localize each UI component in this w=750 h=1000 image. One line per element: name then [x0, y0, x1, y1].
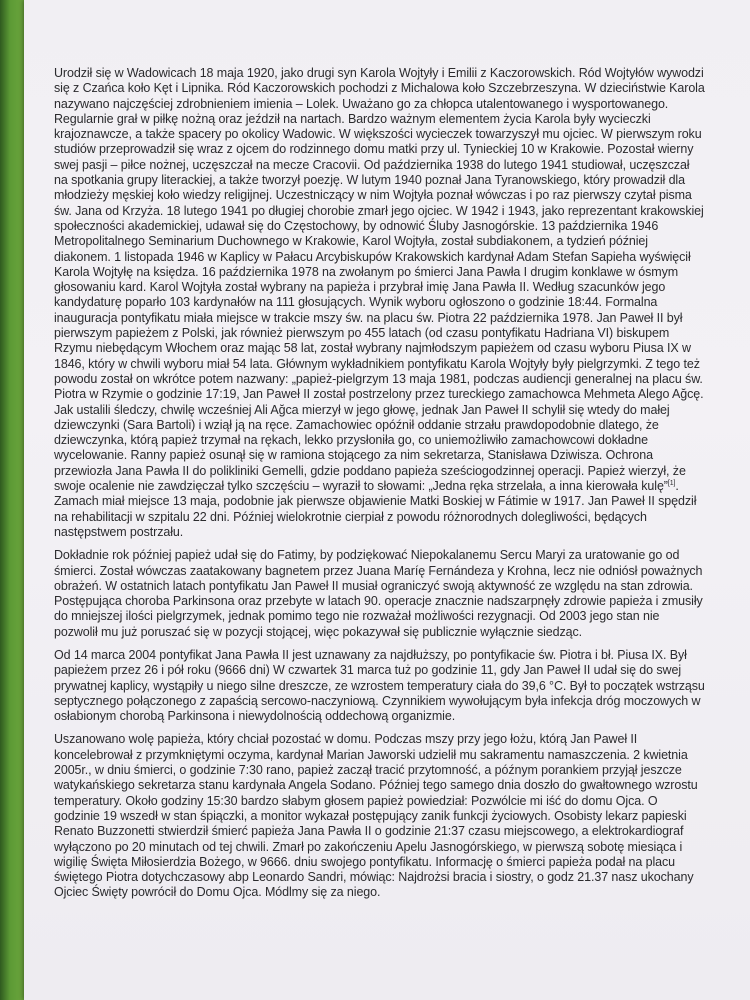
document-body: [54, 66, 706, 909]
paragraph-biography: Urodził się w Wadowicach 18 maja 1920, jako drugi syn Karola Wojtyły i Emilii z Kaczorowskich. Ród Wojtyłów wywodzi się z Czańca koło Kęt i Lipnika. Ród Kaczorowskich pochodzi z Michalowa koło Szczebrzeszyna. W dzieciństwie Karola nazywano najczęściej zdrobnieniem imienia – Lolek. Uważano go za chłopca utalentowanego i wysportowanego. Regularnie grał w piłkę nożną oraz jeździł na nartach. Bardzo ważnym elementem życia Karola były wycieczki krajoznawcze, a także spacery po okolicy Wadowic. W większości wycieczek towarzyszył mu ojciec. W pierwszym roku studiów przeprowadził się wraz z ojcem do rodzinnego domu matki przy ul. Tynieckiej 10 w Krakowie. Pozostał wierny swej pasji – piłce nożnej, uczęszczał na mecze Cracovii. Od października 1938 do lutego 1941 studiował, uczęszczał na spotkania grupy literackiej, a także tworzył poezję. W lutym 1940 poznał Jana Tyranowskiego, który prowadził dla młodzieży męskiej koło wiedzy religijnej. Uczestniczący w nim Wojtyła poznał wówczas i po raz pierwszy czytał pisma św. Jana od Krzyża. 18 lutego 1941 po długiej chorobie zmarł jego ojciec. W 1942 i 1943, jako reprezentant krakowskiej społeczności akademickiej, udawał się do Częstochowy, by odnowić Śluby Jasnogórskie. 13 października 1946 Metropolitalnego Seminarium Duchownego w Krakowie, Karol Wojtyła, został subdiakonem, a tydzień później diakonem. 1 listopada 1946 w Kaplicy w Pałacu Arcybiskupów Krakowskich kardynał Adam Stefan Sapieha wyświęcił Karola Wojtyłę na księdza. 16 października 1978 na zwołanym po śmierci Jana Pawła I drugim konklawe w ósmym głosowaniu kard. Karol Wojtyła został wybrany na papieża i przybrał imię Jana Pawła II. Według szacunków jego kandydaturę poparło 103 kardynałów na 111 głosujących. Wynik wyboru ogłoszono o godzinie 18:44. Formalna inauguracja pontyfikatu miała miejsce w trakcie mszy św. na placu św. Piotra 22 października 1978. Jan Paweł II był pierwszym papieżem z Polski, jak również pierwszym po 455 latach (od czasu pontyfikatu Hadriana VI) biskupem Rzymu niebędącym Włochem oraz mając 58 lat, został wybrany najmłodszym papieżem od czasu wyboru Piusa IX w 1846, który w chwili wyboru miał 54 lata. Głównym wykładnikiem pontyfikatu Karola Wojtyły były pielgrzymki. Z tego też powodu został on wkrótce potem nazwany: „papież-pielgrzym 13 maja 1981, podczas audiencji generalnej na placu św. Piotra w Rzymie o godzinie 17:19, Jan Paweł II został postrzelony przez tureckiego zamachowca Mehmeta Alego Ağcę. Jak ustalili śledczy, chwilę wcześniej Ali Ağca mierzył w jego głowę, jednak Jan Paweł II schylił się wtedy do małej dziewczynki (Sara Bartoli) i wziął ją na ręce. Zamachowiec opóźnił oddanie strzału prawdopodobnie dlatego, że dziewczynka, którą papież trzymał na rękach, lekko przysłoniła go, co uniemożliwiło zamachowcowi dokładne wycelowanie. Ranny papież osunął się w ramiona stojącego za nim sekretarza, Stanisława Dziwisza. Ochrona przewiozła Jana Pawła II do polikliniki Gemelli, gdzie poddano papieża sześciogodzinnej operacji. Papież wierzył, że swoje ocalenie nie zawdzięczał tylko szczęściu – wyraził to słowami: „Jedna ręka strzelała, a inna kierowała kulę”[1]. Zamach miał miejsce 13 maja, podobnie jak pierwsze objawienie Matki Boskiej w Fátimie w 1917. Jan Paweł II spędził na rehabilitacji w szpitalu 22 dni. Później wielokrotnie cierpiał z powodu różnorodnych dolegliwości, będących następstwem postrzału.: [54, 66, 705, 539]
footnote-marker: [1]: [667, 479, 676, 487]
paragraph-fatima: Dokładnie rok później papież udał się do Fatimy, by podziękować Niepokalanemu Sercu Maryi za uratowanie go od śmierci. Został wówczas zaatakowany bagnetem przez Juana Maríę Fernándeza y Krohna, lecz nie odniósł poważnych obrażeń. W ostatnich latach pontyfikatu Jan Paweł II musiał ograniczyć swoją aktywność ze względu na stan zdrowia. Postępująca choroba Parkinsona oraz przebyte w latach 90. operacje znacznie nadszarpnęły zdrowie papieża i zmusiły do mniejszej ilości pielgrzymek, jednak pomimo tego nie rozważał możliwości rezygnacji. Od 2003 jego stan nie pozwolił mu już poruszać się w pozycji stojącej, więc pokazywał się publicznie wyłącznie siedząc.: [54, 548, 703, 639]
paragraph-pontificate-length: Od 14 marca 2004 pontyfikat Jana Pawła II jest uznawany za najdłuższy, po pontyfikacie św. Piotra i bł. Piusa IX. Był papieżem przez 26 i pół roku (9666 dni) W czwartek 31 marca tuż po godzinie 11, gdy Jan Paweł II udał się do swej prywatnej kaplicy, wystąpiły u niego silne dreszcze, ze wzrostem temperatury ciała do 39,6 °C. Był to początek wstrząsu septycznego połączonego z zapaścią sercowo-naczyniową. Czynnikiem wywołującym była infekcja dróg moczowych w osłabionym chorobą Parkinsona i niewydolnością oddechową organizmie.: [54, 647, 705, 724]
paper-sheet: [24, 0, 750, 1000]
paragraph-death: Uszanowano wolę papieża, który chciał pozostać w domu. Podczas mszy przy jego łożu, którą Jan Paweł II koncelebrował z przymkniętymi oczyma, kardynał Marian Jaworski udzielił mu sakramentu namaszczenia. 2 kwietnia 2005r., w dniu śmierci, o godzinie 7:30 rano, papież zaczął tracić przytomność, a późnym porankiem przyjął jeszcze watykańskiego sekretarza stanu kardynała Angela Sodano. Później tego samego dnia doszło do gwałtownego wzrostu temperatury. Około godziny 15:30 bardzo słabym głosem papież powiedział: Pozwólcie mi iść do domu Ojca. O godzinie 19 wszedł w stan śpiączki, a monitor wykazał postępujący zanik funkcji życiowych. Osobisty lekarz papieski Renato Buzzonetti stwierdził śmierć papieża Jana Pawła II o godzinie 21:37 czasu miejscowego, a elektrokardiograf wyłączono po 20 minutach od tej chwili. Zmarł po zakończeniu Apelu Jasnogórskiego, w pierwszą sobotę miesiąca i wigilię Święta Miłosierdzia Bożego, w 9666. dniu swojego pontyfikatu. Informację o śmierci papieża podał na placu świętego Piotra dotychczasowy abp Leonardo Sandri, mówiąc: Najdrożsi bracia i siostry, o godz 21.37 nasz ukochany Ojciec Święty powrócił do Domu Ojca. Módlmy się za niego.: [54, 732, 698, 900]
